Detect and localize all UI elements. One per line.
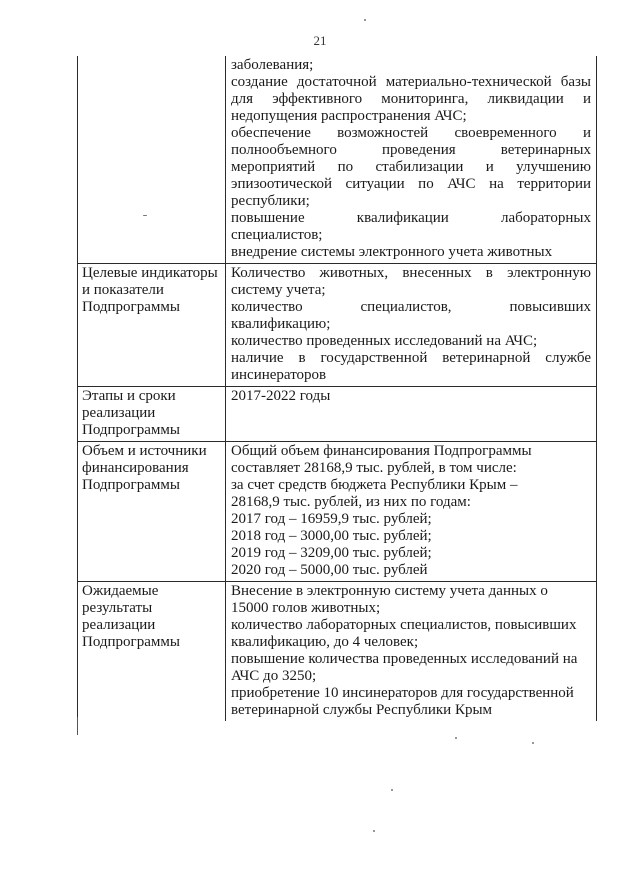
- row-content-line: приобретение 10 инсинераторов для государственной: [231, 685, 574, 701]
- row-content-line: количество проведенных исследований на АЧС;: [231, 333, 538, 349]
- row-content-line: республики;: [231, 193, 310, 209]
- row-content-line: 2017-2022 годы: [231, 388, 331, 404]
- row-content-line: квалификацию, до 4 человек;: [231, 634, 419, 650]
- row-label-line: Подпрограммы: [82, 477, 180, 493]
- row-label-line: результаты: [82, 600, 153, 616]
- scan-speck: [532, 742, 534, 744]
- scan-speck: [364, 19, 366, 21]
- row-label-line: финансирования: [82, 460, 189, 476]
- row-content-line: мероприятий по стабилизации и улучшению: [231, 159, 591, 175]
- scan-speck: [143, 215, 147, 216]
- row-label-cell: [78, 442, 226, 582]
- row-content-line: 2020 год – 5000,00 тыс. рублей: [231, 562, 428, 578]
- row-label-line: Подпрограммы: [82, 299, 180, 315]
- row-content-line: за счет средств бюджета Республики Крым –: [231, 477, 518, 493]
- table-row: [78, 387, 597, 442]
- table-row: [78, 582, 597, 722]
- row-content-line: заболевания;: [231, 57, 314, 73]
- row-label-line: Объем и источники: [82, 443, 207, 459]
- row-content-line: систему учета;: [231, 282, 326, 298]
- row-content-cell: [226, 387, 597, 442]
- row-content-line: внедрение системы электронного учета животных: [231, 244, 553, 260]
- scan-speck: [373, 830, 375, 832]
- row-content-line: недопущения распространения АЧС;: [231, 108, 467, 124]
- row-label-cell: [78, 387, 226, 442]
- row-label-line: Подпрограммы: [82, 634, 180, 650]
- row-content-line: обеспечение возможностей своевременного и: [231, 125, 591, 141]
- row-content-line: полнообъемного проведения ветеринарных: [231, 142, 591, 158]
- row-label-line: реализации: [82, 617, 156, 633]
- row-content-cell: [226, 56, 597, 264]
- row-content-line: Количество животных, внесенных в электронную: [231, 265, 591, 281]
- row-label-line: Этапы и сроки: [82, 388, 176, 404]
- row-content-line: повышение количества проведенных исследований на: [231, 651, 578, 667]
- row-content-line: ветеринарной службы Республики Крым: [231, 702, 493, 718]
- table-row: [78, 264, 597, 387]
- row-content-line: 2019 год – 3209,00 тыс. рублей;: [231, 545, 432, 561]
- row-content-cell: [226, 582, 597, 722]
- row-content-line: 2018 год – 3000,00 тыс. рублей;: [231, 528, 432, 544]
- row-content-line: 28168,9 тыс. рублей, из них по годам:: [231, 494, 471, 510]
- row-label-line: Подпрограммы: [82, 422, 180, 438]
- row-label-line: Целевые индикаторы: [82, 265, 218, 281]
- row-label-line: Ожидаемые: [82, 583, 159, 599]
- row-content-line: количество лабораторных специалистов, повысивших: [231, 617, 577, 633]
- table-row: [78, 56, 597, 264]
- row-content-line: 15000 голов животных;: [231, 600, 381, 616]
- row-label-line: реализации: [82, 405, 156, 421]
- row-content-line: эпизоотической ситуации по АЧС на территории: [231, 176, 591, 192]
- page-number: 21: [313, 33, 327, 48]
- row-content-line: инсинераторов: [231, 367, 327, 383]
- subprogram-passport-table: [77, 56, 597, 721]
- row-content-line: АЧС до 3250;: [231, 668, 317, 684]
- row-content-line: для эффективного мониторинга, ликвидации и: [231, 91, 591, 107]
- row-content-cell: [226, 264, 597, 387]
- row-content-line: Внесение в электронную систему учета данных о: [231, 583, 548, 599]
- row-content-line: 2017 год – 16959,9 тыс. рублей;: [231, 511, 432, 527]
- table-row: [78, 442, 597, 582]
- row-content-line: специалистов;: [231, 227, 323, 243]
- row-content-cell: [226, 442, 597, 582]
- row-content-line: количество специалистов, повысивших: [231, 299, 591, 315]
- row-content-line: квалификацию;: [231, 316, 331, 332]
- row-content-line: создание достаточной материально-технической базы: [231, 74, 591, 90]
- row-content-line: Общий объем финансирования Подпрограммы: [231, 443, 532, 459]
- scan-speck: [391, 789, 393, 791]
- row-label-line: и показатели: [82, 282, 164, 298]
- row-label-cell: [78, 582, 226, 722]
- table-border-stub: [77, 717, 78, 735]
- row-content-line: наличие в государственной ветеринарной службе: [231, 350, 591, 366]
- scan-speck: [455, 737, 457, 739]
- row-content-line: составляет 28168,9 тыс. рублей, в том числе:: [231, 460, 517, 476]
- row-label-cell: [78, 264, 226, 387]
- row-label-cell: [78, 56, 226, 264]
- row-content-line: повышение квалификации лабораторных: [231, 210, 591, 226]
